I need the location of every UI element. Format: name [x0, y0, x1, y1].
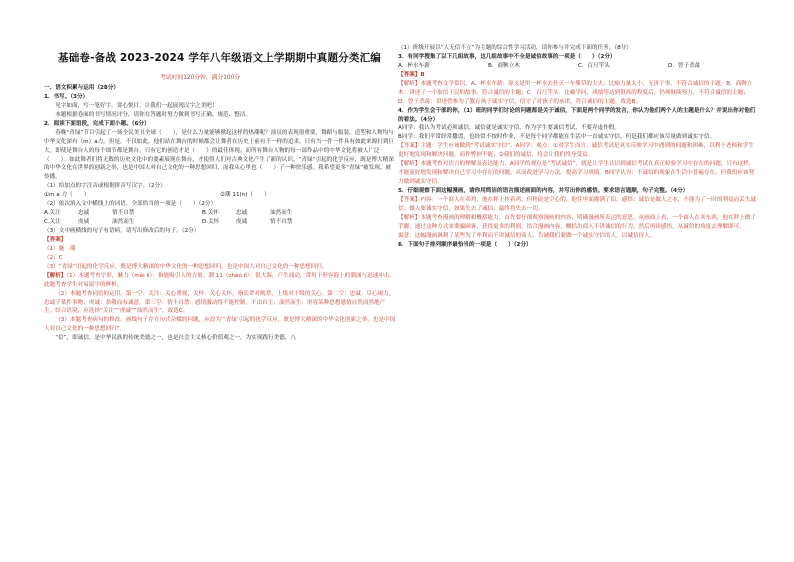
sub-question-2: （2）依次填入文中横线上的词语，全部恰当的一项是（ ）（2分） [44, 201, 217, 208]
options-row-2 [44, 218, 396, 227]
sub-question-1: （1）给加点的字注音或根据拼音写汉字。（2分） [44, 183, 166, 190]
option-b: B.关怀 [202, 210, 219, 217]
question-1-text: 见字如面，写一笔好字，赏心悦目，让我们一起展现汉字之美吧！ [55, 102, 218, 109]
option-b: B．商鞅立木 [488, 62, 520, 69]
page-title: 基础卷-备战 2023-2024 学年八年级语文上学期期中真题分类汇编 [58, 52, 381, 64]
question-6-heading: 6．下面句子排列顺序最恰当的一项是（ ）（2分） [398, 241, 532, 248]
question-1-heading: 1．书写。（3分） [44, 93, 89, 100]
blank-a: ①m a 力（ ） [44, 192, 90, 199]
question-4-heading: 4．作为学生会干部的你，（1）班的同学们讨论的问题都是关于诚信，下面是两个同学的发言，你认为他们两个人的主题是什么？并说出你对他们的看法。（4分） [398, 107, 756, 123]
exam-time-note: 考试时间120分钟，满分100分 [160, 75, 241, 81]
question-5-analysis: 【解析】本题考查漫画的理解和概括能力。首先要仔细观察漫画的内容，明确漫画所表达的意思。从画面上看，一个商人在卖东西，他在秤上做了手脚，通过这种方式来欺骗顾客，获得更多的利润。结合漫画内容，概括出商人不讲诚信的行为，然后再谈感悟，从诚信的角度去理解即可。 [398, 214, 757, 230]
option-d: D.关怀 [202, 219, 220, 226]
answer-label: 【答案】 [44, 236, 67, 243]
question-4-student-a: A同学：我认为考试必须诚信，诚信就是诚实守信，作为学生要诚信考试，不要弄虚作假。 [398, 125, 620, 132]
option-c: C.关注 [44, 219, 61, 226]
option-text: 油然而生 [270, 210, 293, 217]
task-intro: （1）班级开展以“人无信不立”为主题的综合性学习活动，请你参与并完成下面的任务。（8分） [398, 45, 632, 51]
analysis-2: （2）本题考查词语的运用。第一空：关注：关心重视，关怀：关心关怀，指长辈对晚辈、上级对下级的关心。第二空：忠诚：尽心竭力，忠诚于某件事物；虔诚：恭敬而有诚意。第三空：情不自禁：感情激动得不能控制，不由自主；油然而生：形容某种思想感情自然而然地产生。结合语境，应选择“关注”“虔诚”“油然而生”，故选C。 [44, 290, 395, 315]
sub-question-1-blanks [44, 191, 396, 200]
question-2-passage: 春晚“青绿”节目引起了一场全民美丑全球（ ），是什么力量能够掀起这样的热潮呢？演员的表现很重要，舞蹈与服装、造型和人物均与中华文化深有（m）a力。但是，不仅如此，他们站在舞台的时候都会让舞者在历史上前有不一样的追求，只有当一件一件具有如此来源打到巨大。即使是舞台人的每个细节都是舞台，只有它的创造才是（ ）的最佳体现。而所有舞台人物的每一部作品中的中华文化将被人广泛（ ）。如此舞者们将无数的历史文化中的要素展现在舞台，才使得人们对古典文化产生了新的认识。“青绿”引起的化学反应，既是博大精深的中华文化在世界的创新之举，也是中国人对自己文化的一种思想回归，而我从心里也（ ）了一种快乐感。我希望更多“青绿”被发现、被传播。 [44, 129, 395, 181]
question-1-note: 本题根据卷面的书写情况评分，请你在答题时努力做到书写正确、规范、整洁。 [55, 111, 251, 118]
question-4-analysis: 【解析】本题考查对语言的理解及表达能力。A同学的观点是“考试诚信”，就是让学生认识到诚信考试在真正检验学习中存在的问题，只有这样，才能更好地发现和解决自己学习中存在的问题，从而改进学习方法，提高学习成绩。B同学认为：不诚信的现象在生活中普遍存在，但我们应该努力做到诚实守信。 [398, 161, 755, 186]
next-passage: “信”，即诚信，是中华民族的传统美德之一，也是社会主义核心价值观之一。为实现践行美德，八 [55, 335, 296, 342]
question-2-heading: 2．阅读下面语段，完成下面小题。（6分） [44, 120, 150, 127]
blank-b: ②潮 11(n)（ ） [220, 192, 270, 199]
section-heading: 一、语文积累与运用（28分） [44, 85, 119, 91]
question-3-analysis: 【解析】本题考查文学常识。A．杯水车薪：原义是用一杯水去扑灭一车柴草的大火，比喻力量太小，无济于事，不符合诚信的主题；B．商鞅立木：讲述了一个取信于民的故事，符合诚信的主题；C．百尺竿头：比喻学问、成绩等达到很高的程度后，仍须继续努力，不符合诚信的主题；D．曾子杀彘：讲述曾参为了教育孩子诚实守信，信守了对孩子的承诺，符合诚信的主题。故选B。 [398, 80, 753, 105]
right-column [398, 44, 758, 250]
question-3-options [398, 62, 758, 71]
option-text: 忠诚 [78, 210, 90, 217]
sub-question-3: （3）文中画横线的句子有语病，请写出修改后的句子。（2分） [44, 228, 200, 234]
analysis-label: 【解析】 [44, 272, 67, 279]
analysis-3: （3）本题考查病句的修改。画线句子存在句式杂糅的问题，应改为“‘青绿’引起的化学反应，既是博大精深的中华文化创新之举，也是中国人对自己文化的一种思想回归”。 [44, 317, 396, 333]
answer-2: （2）C [44, 254, 63, 261]
option-a: A.关注 [44, 210, 61, 217]
question-4-answer: 【答案】主题：学生应该做到“考试诚实守信”，A同学：观点：①对学生而言，诚信考试是真实反映学习中遇到的问题和困难，以利于老师和学生更好地发现和解决问题，而作弊则不能；②我们的诚信，将会让我们终身受益。 [398, 143, 754, 159]
option-d: D．曾子杀彘 [668, 62, 701, 69]
question-5-answer: 【答案】内容：一个商人在卖鸡，他在秤上挂着鸡，但秤砣是空心的，他往里面灌满了铅。感悟：诚信是做人之本，不能为了一时的利益而丢失诚信。做人要诚实守信，如果失去了诚信，最终将失去一切。 [398, 196, 757, 212]
question-5-insight: 寓意：这幅漫画讽刺了某些为了牟利而不讲诚信的商人。告诫我们要做一个诚实守信的人，以诚信待人。 [398, 232, 656, 239]
analysis-1: （1）本题考查字形，魅力（mèi lì）：指能吸引人的力量。潮 11（cháo lì）：很大海，产生涌动，常用于形容海上的潮涌与迅速冲击。此题考查学生对易混字的辨析。 [44, 272, 396, 288]
option-a: A．杯水车薪 [398, 62, 430, 69]
options-row-1 [44, 209, 396, 218]
option-text: 忠诚 [236, 210, 248, 217]
question-3-answer: 【答案】B [398, 71, 425, 78]
left-column [44, 84, 396, 343]
question-5-heading: 5．仔细观察下面这幅漫画，请你用简洁的语言描述画面的内容，并写出你的感悟。要求语言通顺，句子完整。（4分） [398, 188, 689, 194]
option-text: 油然而生 [112, 219, 135, 226]
option-text: 情不自禁 [270, 219, 293, 226]
answer-1: （1）魅 潮 [44, 245, 76, 252]
question-4-student-b: B同学：我们平常经常撒谎，也经常不按时作业，不是每个同学都能在生活中一直诚实守信，但是我们都应该尽量做到诚实守信。 [398, 134, 716, 141]
option-c: C．百尺竿头 [578, 62, 610, 69]
option-text: 虔诚 [78, 219, 90, 226]
question-3-heading: 3．有同学搜集了以下几组故事，这几组故事中不全是诚信故事的一项是（ ）（2分） [398, 53, 616, 60]
option-text: 虔诚 [236, 219, 248, 226]
answer-3: （3）“青绿”引起的化学反应，既是博大精深的中华文化的一种思想回归，也是中国人对自己文化的一种思想回归。 [44, 263, 328, 270]
option-text: 情不自禁 [112, 210, 135, 217]
